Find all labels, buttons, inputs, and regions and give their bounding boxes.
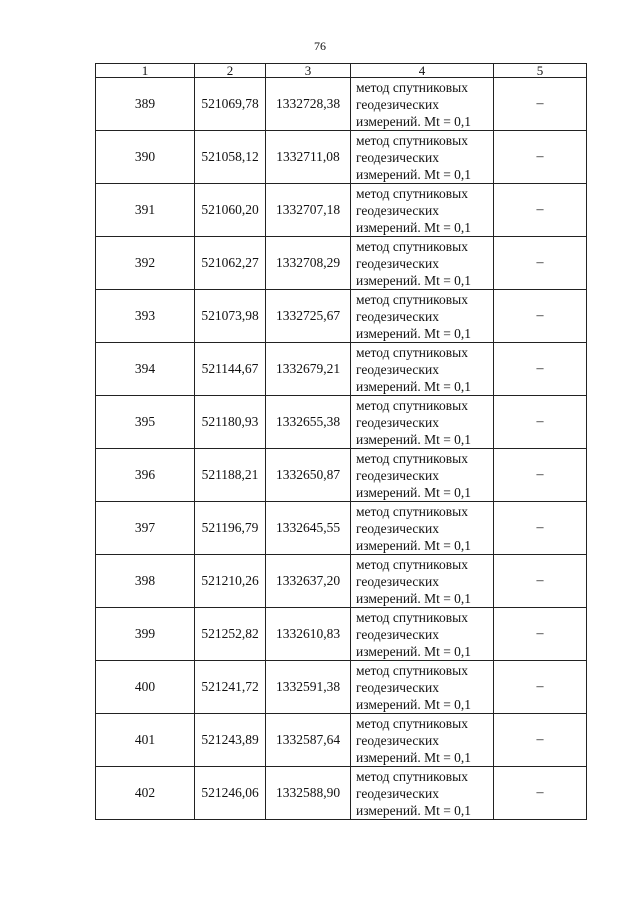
- note-cell: –: [494, 449, 587, 502]
- method-text-line: измерений. Mt = 0,1: [356, 219, 472, 235]
- method-text-line: метод спутниковых: [356, 397, 468, 413]
- table-body: [96, 78, 587, 820]
- note-cell: –: [494, 237, 587, 290]
- y-coordinate-cell: 1332610,83: [266, 608, 351, 661]
- method-text-line: измерений. Mt = 0,1: [356, 484, 472, 500]
- y-coordinate-cell: 1332725,67: [266, 290, 351, 343]
- method-text-line: геодезических: [356, 202, 439, 218]
- x-coordinate-cell: 521073,98: [195, 290, 266, 343]
- table-row: [96, 608, 587, 661]
- method-text-line: метод спутниковых: [356, 450, 468, 466]
- method-cell: [351, 184, 494, 237]
- method-text-line: метод спутниковых: [356, 291, 468, 307]
- point-number-cell: 400: [96, 661, 195, 714]
- table-row: [96, 237, 587, 290]
- method-cell: [351, 290, 494, 343]
- point-number-cell: 390: [96, 131, 195, 184]
- y-coordinate-cell: 1332707,18: [266, 184, 351, 237]
- method-text-line: метод спутниковых: [356, 79, 468, 95]
- method-text-line: измерений. Mt = 0,1: [356, 272, 472, 288]
- y-coordinate-cell: 1332650,87: [266, 449, 351, 502]
- table-row: [96, 767, 587, 820]
- page-number: 76: [314, 39, 326, 53]
- x-coordinate-cell: 521069,78: [195, 78, 266, 131]
- column-header: 3: [266, 64, 351, 78]
- header-row: [96, 64, 587, 78]
- y-coordinate-cell: 1332711,08: [266, 131, 351, 184]
- method-text-line: измерений. Mt = 0,1: [356, 537, 472, 553]
- x-coordinate-cell: 521062,27: [195, 237, 266, 290]
- method-cell: [351, 767, 494, 820]
- table-row: [96, 396, 587, 449]
- method-text-line: метод спутниковых: [356, 662, 468, 678]
- method-text-line: геодезических: [356, 520, 439, 536]
- y-coordinate-cell: 1332679,21: [266, 343, 351, 396]
- note-cell: –: [494, 396, 587, 449]
- method-text-line: метод спутниковых: [356, 715, 468, 731]
- note-cell: –: [494, 343, 587, 396]
- method-text-line: измерений. Mt = 0,1: [356, 590, 472, 606]
- method-text-line: метод спутниковых: [356, 609, 468, 625]
- method-text-line: геодезических: [356, 308, 439, 324]
- x-coordinate-cell: 521058,12: [195, 131, 266, 184]
- method-text-line: измерений. Mt = 0,1: [356, 431, 472, 447]
- method-text-line: геодезических: [356, 414, 439, 430]
- x-coordinate-cell: 521246,06: [195, 767, 266, 820]
- point-number-cell: 392: [96, 237, 195, 290]
- column-header: 5: [494, 64, 587, 78]
- table-row: [96, 290, 587, 343]
- method-text-line: измерений. Mt = 0,1: [356, 113, 472, 129]
- table-row: [96, 184, 587, 237]
- method-cell: [351, 78, 494, 131]
- method-text-line: измерений. Mt = 0,1: [356, 802, 472, 818]
- note-cell: –: [494, 608, 587, 661]
- method-text-line: метод спутниковых: [356, 556, 468, 572]
- method-text-line: метод спутниковых: [356, 503, 468, 519]
- method-text-line: измерений. Mt = 0,1: [356, 166, 472, 182]
- x-coordinate-cell: 521243,89: [195, 714, 266, 767]
- method-text-line: измерений. Mt = 0,1: [356, 696, 472, 712]
- point-number-cell: 397: [96, 502, 195, 555]
- method-text-line: метод спутниковых: [356, 185, 468, 201]
- table-row: [96, 449, 587, 502]
- table-row: [96, 131, 587, 184]
- point-number-cell: 393: [96, 290, 195, 343]
- method-text-line: геодезических: [356, 732, 439, 748]
- table-header: [96, 64, 587, 78]
- method-text-line: измерений. Mt = 0,1: [356, 643, 472, 659]
- note-cell: –: [494, 555, 587, 608]
- y-coordinate-cell: 1332591,38: [266, 661, 351, 714]
- point-number-cell: 401: [96, 714, 195, 767]
- note-cell: –: [494, 131, 587, 184]
- method-text-line: измерений. Mt = 0,1: [356, 378, 472, 394]
- point-number-cell: 394: [96, 343, 195, 396]
- point-number-cell: 396: [96, 449, 195, 502]
- method-text-line: геодезических: [356, 573, 439, 589]
- method-text-line: метод спутниковых: [356, 344, 468, 360]
- table-row: [96, 661, 587, 714]
- method-cell: [351, 502, 494, 555]
- point-number-cell: 391: [96, 184, 195, 237]
- x-coordinate-cell: 521060,20: [195, 184, 266, 237]
- y-coordinate-cell: 1332708,29: [266, 237, 351, 290]
- method-text-line: геодезических: [356, 467, 439, 483]
- y-coordinate-cell: 1332728,38: [266, 78, 351, 131]
- y-coordinate-cell: 1332645,55: [266, 502, 351, 555]
- note-cell: –: [494, 767, 587, 820]
- y-coordinate-cell: 1332655,38: [266, 396, 351, 449]
- point-number-cell: 399: [96, 608, 195, 661]
- method-cell: [351, 555, 494, 608]
- x-coordinate-cell: 521241,72: [195, 661, 266, 714]
- note-cell: –: [494, 290, 587, 343]
- method-text-line: геодезических: [356, 149, 439, 165]
- method-cell: [351, 237, 494, 290]
- x-coordinate-cell: 521196,79: [195, 502, 266, 555]
- method-cell: [351, 661, 494, 714]
- note-cell: –: [494, 502, 587, 555]
- y-coordinate-cell: 1332587,64: [266, 714, 351, 767]
- column-header: 1: [96, 64, 195, 78]
- point-number-cell: 402: [96, 767, 195, 820]
- method-cell: [351, 343, 494, 396]
- note-cell: –: [494, 714, 587, 767]
- x-coordinate-cell: 521188,21: [195, 449, 266, 502]
- method-text-line: измерений. Mt = 0,1: [356, 749, 472, 765]
- method-text-line: измерений. Mt = 0,1: [356, 325, 472, 341]
- table-row: [96, 343, 587, 396]
- point-number-cell: 398: [96, 555, 195, 608]
- method-text-line: метод спутниковых: [356, 238, 468, 254]
- x-coordinate-cell: 521144,67: [195, 343, 266, 396]
- column-header: 4: [351, 64, 494, 78]
- column-header: 2: [195, 64, 266, 78]
- point-number-cell: 395: [96, 396, 195, 449]
- method-text-line: геодезических: [356, 785, 439, 801]
- note-cell: –: [494, 78, 587, 131]
- table-row: [96, 714, 587, 767]
- x-coordinate-cell: 521180,93: [195, 396, 266, 449]
- method-text-line: геодезических: [356, 255, 439, 271]
- point-number-cell: 389: [96, 78, 195, 131]
- table-row: [96, 555, 587, 608]
- table-row: [96, 502, 587, 555]
- method-text-line: геодезических: [356, 626, 439, 642]
- y-coordinate-cell: 1332588,90: [266, 767, 351, 820]
- method-cell: [351, 608, 494, 661]
- method-text-line: геодезических: [356, 679, 439, 695]
- y-coordinate-cell: 1332637,20: [266, 555, 351, 608]
- method-text-line: метод спутниковых: [356, 132, 468, 148]
- method-text-line: геодезических: [356, 96, 439, 112]
- method-text-line: метод спутниковых: [356, 768, 468, 784]
- method-cell: [351, 714, 494, 767]
- note-cell: –: [494, 661, 587, 714]
- x-coordinate-cell: 521252,82: [195, 608, 266, 661]
- note-cell: –: [494, 184, 587, 237]
- method-cell: [351, 396, 494, 449]
- table-row: [96, 78, 587, 131]
- method-cell: [351, 449, 494, 502]
- method-cell: [351, 131, 494, 184]
- coordinates-table: [95, 63, 587, 820]
- method-text-line: геодезических: [356, 361, 439, 377]
- x-coordinate-cell: 521210,26: [195, 555, 266, 608]
